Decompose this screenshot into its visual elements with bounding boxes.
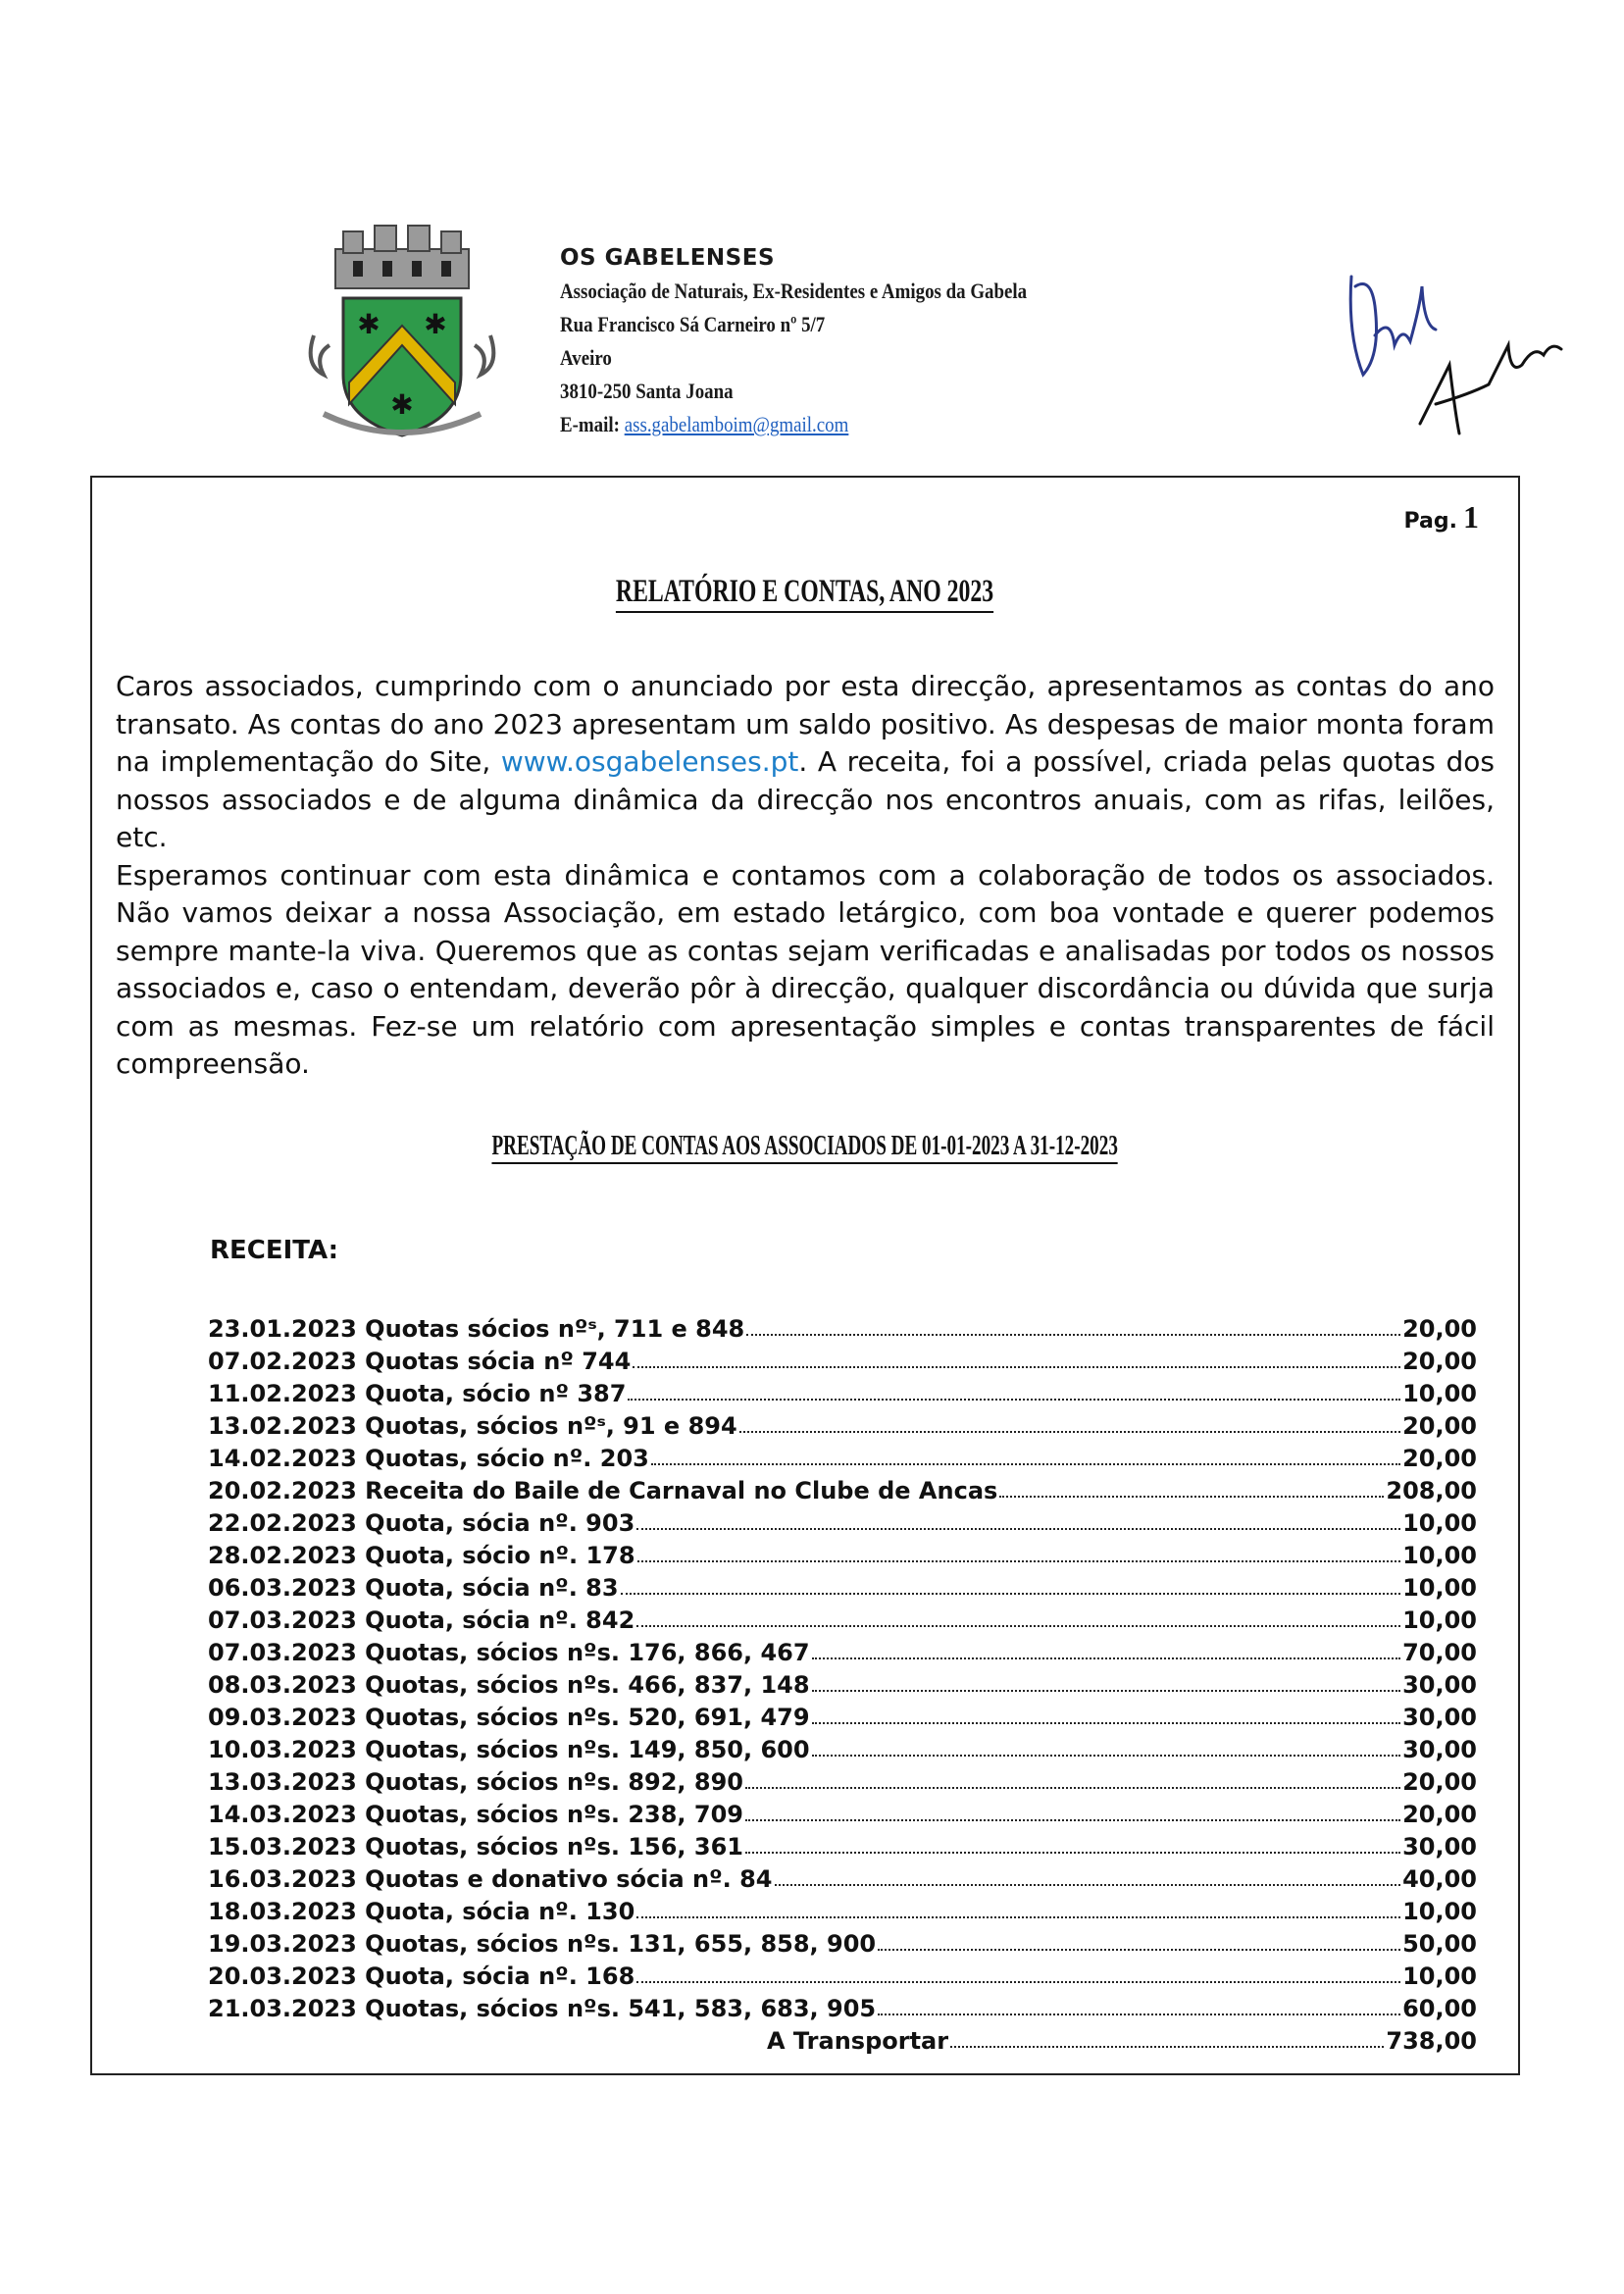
ledger-row — [208, 1569, 1477, 1602]
dot-leader — [636, 1625, 1400, 1627]
dot-leader — [621, 1593, 1401, 1595]
ledger-row — [208, 1440, 1477, 1472]
entry-description: 08.03.2023 Quotas, sócios nºs. 466, 837, 148 — [208, 1671, 810, 1699]
address-postcode: 3810-250 Santa Joana — [560, 379, 734, 403]
entry-description: 21.03.2023 Quotas, sócios nºs. 541, 583, 683, 905 — [208, 1995, 877, 2022]
entry-amount: 20,00 — [1402, 1348, 1477, 1375]
organization-name: OS GABELENSES — [560, 245, 776, 271]
receita-heading: RECEITA: — [210, 1236, 339, 1265]
entry-description: 23.01.2023 Quotas sócios nºˢ, 711 e 848 — [208, 1315, 745, 1343]
email-label: E-mail: — [560, 412, 620, 436]
email-line — [560, 408, 1027, 441]
ledger-row — [208, 1990, 1477, 2022]
total-amount: 738,00 — [1386, 2027, 1477, 2055]
entry-amount: 50,00 — [1402, 1930, 1477, 1958]
dot-leader — [651, 1463, 1400, 1465]
dot-leader — [745, 1852, 1400, 1854]
intro-text — [116, 668, 1495, 1084]
dot-leader — [878, 2014, 1400, 2015]
organization-fullname: Associação de Naturais, Ex-Residentes e Amigos da Gabela — [560, 279, 1028, 303]
ledger-row — [208, 1504, 1477, 1537]
dot-leader — [637, 1560, 1401, 1562]
entry-amount: 30,00 — [1402, 1833, 1477, 1861]
report-title — [92, 574, 1518, 613]
entry-amount: 40,00 — [1402, 1865, 1477, 1893]
entry-description: 19.03.2023 Quotas, sócios nºs. 131, 655, 858, 900 — [208, 1930, 877, 1958]
dot-leader — [775, 1884, 1401, 1886]
dot-leader — [636, 1916, 1400, 1918]
dot-leader — [628, 1399, 1400, 1401]
accounts-subtitle — [92, 1130, 1518, 1164]
svg-text:✱: ✱ — [390, 388, 414, 421]
entry-amount: 20,00 — [1402, 1315, 1477, 1343]
entry-description: 11.02.2023 Quota, sócio nº 387 — [208, 1380, 627, 1407]
entry-description: 20.02.2023 Receita do Baile de Carnaval no Clube de Ancas — [208, 1477, 998, 1504]
entry-amount: 70,00 — [1402, 1639, 1477, 1666]
accounts-subtitle-text: PRESTAÇÃO DE CONTAS AOS ASSOCIADOS DE 01-01-2023 A 31-12-2023 — [492, 1130, 1118, 1164]
ledger-row — [208, 1763, 1477, 1796]
entry-amount: 10,00 — [1402, 1509, 1477, 1537]
ledger-row — [208, 1634, 1477, 1666]
dot-leader — [812, 1657, 1401, 1659]
entry-amount: 10,00 — [1402, 1574, 1477, 1602]
entry-amount: 10,00 — [1402, 1380, 1477, 1407]
report-frame — [90, 476, 1520, 2075]
page-number — [1404, 499, 1479, 535]
income-ledger — [208, 1310, 1477, 2055]
entry-amount: 30,00 — [1402, 1736, 1477, 1763]
ledger-row — [208, 1602, 1477, 1634]
dot-leader — [812, 1722, 1401, 1724]
dot-leader — [745, 1819, 1400, 1821]
dot-leader — [999, 1496, 1384, 1498]
dot-leader — [950, 2046, 1384, 2048]
organization-header — [560, 241, 1103, 441]
entry-amount: 30,00 — [1402, 1704, 1477, 1731]
dot-leader — [739, 1431, 1400, 1433]
handwritten-signature — [1342, 247, 1569, 443]
ledger-row — [208, 1472, 1477, 1504]
ledger-row — [208, 1828, 1477, 1861]
entry-description: 15.03.2023 Quotas, sócios nºs. 156, 361 — [208, 1833, 743, 1861]
ledger-row — [208, 1666, 1477, 1699]
address-street: Rua Francisco Sá Carneiro nº 5/7 — [560, 312, 826, 336]
dot-leader — [636, 1528, 1400, 1530]
entry-description: 09.03.2023 Quotas, sócios nºs. 520, 691, 479 — [208, 1704, 810, 1731]
ledger-row — [208, 1925, 1477, 1958]
ledger-row — [208, 1537, 1477, 1569]
entry-description: 18.03.2023 Quota, sócia nº. 130 — [208, 1898, 635, 1925]
dot-leader — [746, 1334, 1400, 1336]
intro-p1-start: Caros associados, cumprindo com o anunciado por esta direcção, apresentamos as contas do ano transato. As contas do ano 2023 apresentam um saldo positivo. As despesas de maior monta foram na implementação do Site, — [116, 670, 1495, 778]
intro-paragraph-2: Esperamos continuar com esta dinâmica e contamos com a colaboração de todos os associados. Não vamos deixar a nossa Associação, em estado letárgico, com boa vontade e querer podemos sempre mante-la viva. Queremos que as contas sejam verificadas e analisadas por todos os nossos associados e, caso o entendam, deverão pôr à direcção, qualquer discordância ou dúvida que surja com as mesmas. Fez-se um relatório com apresentação simples e contas transparentes de fácil compreensão. — [116, 858, 1495, 1080]
dot-leader — [636, 1981, 1400, 1983]
entry-amount: 10,00 — [1402, 1542, 1477, 1569]
entry-description: 13.03.2023 Quotas, sócios nºs. 892, 890 — [208, 1768, 743, 1796]
dot-leader — [812, 1690, 1401, 1692]
entry-amount: 20,00 — [1402, 1445, 1477, 1472]
ledger-total-row — [208, 2022, 1477, 2055]
entry-amount: 20,00 — [1402, 1412, 1477, 1440]
entry-description: 20.03.2023 Quota, sócia nº. 168 — [208, 1963, 635, 1990]
dot-leader — [633, 1366, 1400, 1368]
entry-description: 13.02.2023 Quotas, sócios nºˢ, 91 e 894 — [208, 1412, 737, 1440]
entry-amount: 10,00 — [1402, 1606, 1477, 1634]
ledger-row — [208, 1861, 1477, 1893]
dot-leader — [812, 1755, 1401, 1757]
page-number-value: 1 — [1463, 499, 1479, 535]
intro-paragraph-1 — [116, 668, 1495, 857]
page-label: Pag. — [1403, 509, 1457, 534]
entry-description: 22.02.2023 Quota, sócia nº. 903 — [208, 1509, 635, 1537]
ledger-row — [208, 1343, 1477, 1375]
entry-description: 07.02.2023 Quotas sócia nº 744 — [208, 1348, 632, 1375]
entry-amount: 10,00 — [1402, 1963, 1477, 1990]
report-title-text: RELATÓRIO E CONTAS, ANO 2023 — [616, 574, 993, 613]
entry-description: 14.02.2023 Quotas, sócio nº. 203 — [208, 1445, 649, 1472]
intro-p1-end: . A receita, foi a possível, criada pelas quotas dos nossos associados e de alguma dinâmica da direcção nos encontros anuais, com as rifas, leilões, etc. — [116, 745, 1495, 853]
entry-description: 14.03.2023 Quotas, sócios nºs. 238, 709 — [208, 1801, 743, 1828]
entry-amount: 20,00 — [1402, 1801, 1477, 1828]
dot-leader — [878, 1949, 1400, 1951]
svg-text:✱: ✱ — [424, 308, 447, 340]
entry-amount: 10,00 — [1402, 1898, 1477, 1925]
entry-description: 10.03.2023 Quotas, sócios nºs. 149, 850, 600 — [208, 1736, 810, 1763]
ledger-row — [208, 1958, 1477, 1990]
ledger-row — [208, 1893, 1477, 1925]
entry-amount: 30,00 — [1402, 1671, 1477, 1699]
entry-description: 07.03.2023 Quota, sócia nº. 842 — [208, 1606, 635, 1634]
entry-amount: 20,00 — [1402, 1768, 1477, 1796]
entry-amount: 60,00 — [1402, 1995, 1477, 2022]
email-link[interactable]: ass.gabelamboim@gmail.com — [624, 412, 849, 436]
total-label: A Transportar — [767, 2027, 949, 2055]
ledger-row — [208, 1310, 1477, 1343]
entry-amount: 208,00 — [1386, 1477, 1477, 1504]
site-link[interactable]: www.osgabelenses.pt — [500, 745, 799, 778]
entry-description: 07.03.2023 Quotas, sócios nºs. 176, 866, 467 — [208, 1639, 810, 1666]
ledger-row — [208, 1731, 1477, 1763]
entry-description: 16.03.2023 Quotas e donativo sócia nº. 84 — [208, 1865, 773, 1893]
ledger-row — [208, 1796, 1477, 1828]
address-city: Aveiro — [560, 345, 612, 370]
entry-description: 06.03.2023 Quota, sócia nº. 83 — [208, 1574, 619, 1602]
svg-text:✱: ✱ — [357, 308, 381, 340]
dot-leader — [745, 1787, 1400, 1789]
coat-of-arms-logo — [284, 218, 520, 453]
ledger-row — [208, 1407, 1477, 1440]
entry-description: 28.02.2023 Quota, sócio nº. 178 — [208, 1542, 635, 1569]
ledger-row — [208, 1375, 1477, 1407]
ledger-row — [208, 1699, 1477, 1731]
